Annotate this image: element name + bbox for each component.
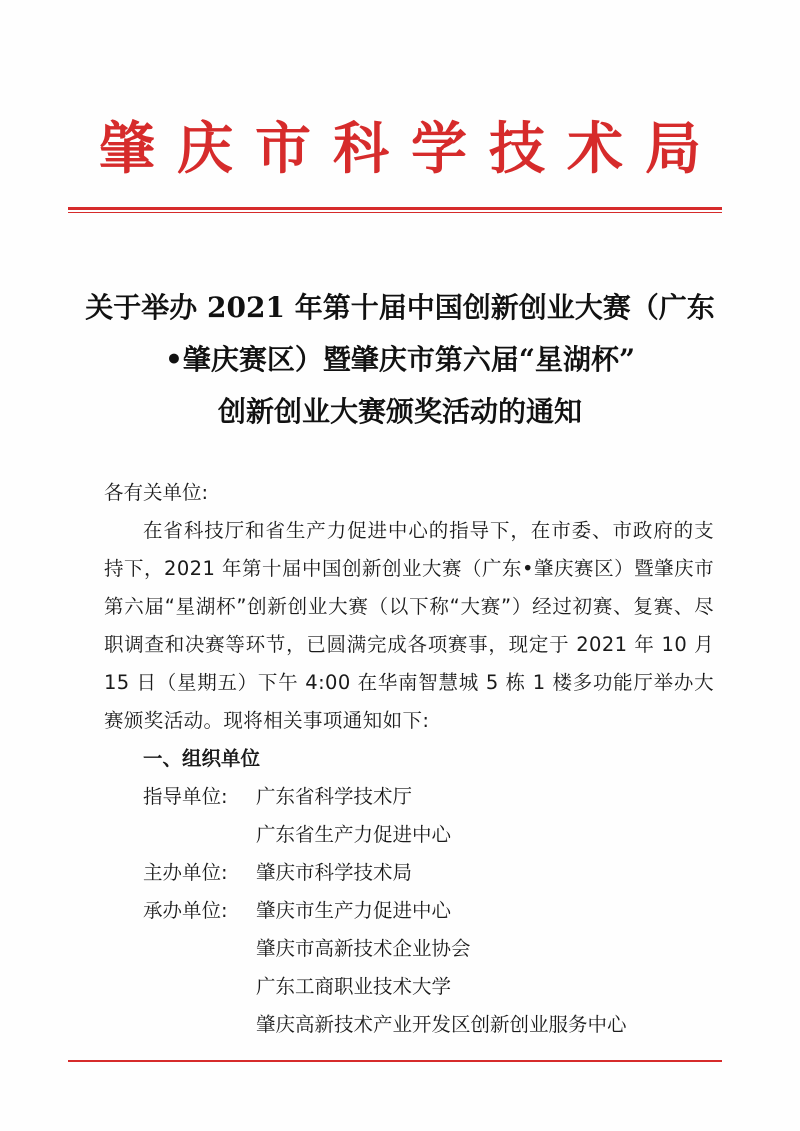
organizer-row-guide (104, 778, 714, 854)
organizer-row-organizer (104, 892, 714, 1044)
footer-red-rule (68, 1060, 722, 1062)
title-line-3: 创新创业大赛颁奖活动的通知 (217, 395, 582, 428)
organizer-label-organizer: 承办单位: (143, 899, 228, 922)
organizer-value: 肇庆市高新技术企业协会 (256, 937, 471, 960)
letterhead-org-name: 肇庆市科学技术局 (99, 117, 723, 182)
organizer-values-host (256, 854, 412, 892)
organizer-value: 肇庆市生产力促进中心 (256, 899, 452, 922)
letterhead-red-rule-thin (68, 212, 722, 213)
salutation: 各有关单位: (104, 481, 209, 504)
organizer-label-host: 主办单位: (143, 861, 228, 884)
organizer-values-organizer (256, 892, 627, 1044)
title-line-1: 关于举办 2021 年第十届中国创新创业大赛（广东 (85, 291, 715, 324)
organizer-value: 广东工商职业技术大学 (256, 975, 452, 998)
document-body (104, 474, 714, 1044)
document-title (60, 282, 740, 438)
organizer-label-guide: 指导单位: (143, 785, 228, 808)
organizer-value: 广东省科学技术厅 (256, 785, 413, 808)
organizer-value: 肇庆高新技术产业开发区创新创业服务中心 (256, 1013, 627, 1036)
intro-paragraph: 在省科技厅和省生产力促进中心的指导下，在市委、市政府的支持下，2021 年第十届中国创新创业大赛（广东•肇庆赛区）暨肇庆市第六届“星湖杯”创新创业大赛（以下称“大赛”）经过初赛、复赛、尽职调查和决赛等环节，已圆满完成各项赛事，现定于 2021 年 10 月 15 日（星期五）下午 4:00 在华南智慧城 5 栋 1 楼多功能厅举办大赛颁奖活动。现将相关事项通知如下: (104, 519, 714, 732)
organizer-values-guide (256, 778, 451, 854)
letterhead-red-rule-thick (68, 207, 722, 210)
organizer-value: 肇庆市科学技术局 (256, 861, 413, 884)
title-line-2: •肇庆赛区）暨肇庆市第六届“星湖杯” (164, 343, 636, 376)
organizer-row-host (104, 854, 714, 892)
section-heading-organizers: 一、组织单位 (143, 747, 261, 770)
organizer-value: 广东省生产力促进中心 (256, 823, 452, 846)
